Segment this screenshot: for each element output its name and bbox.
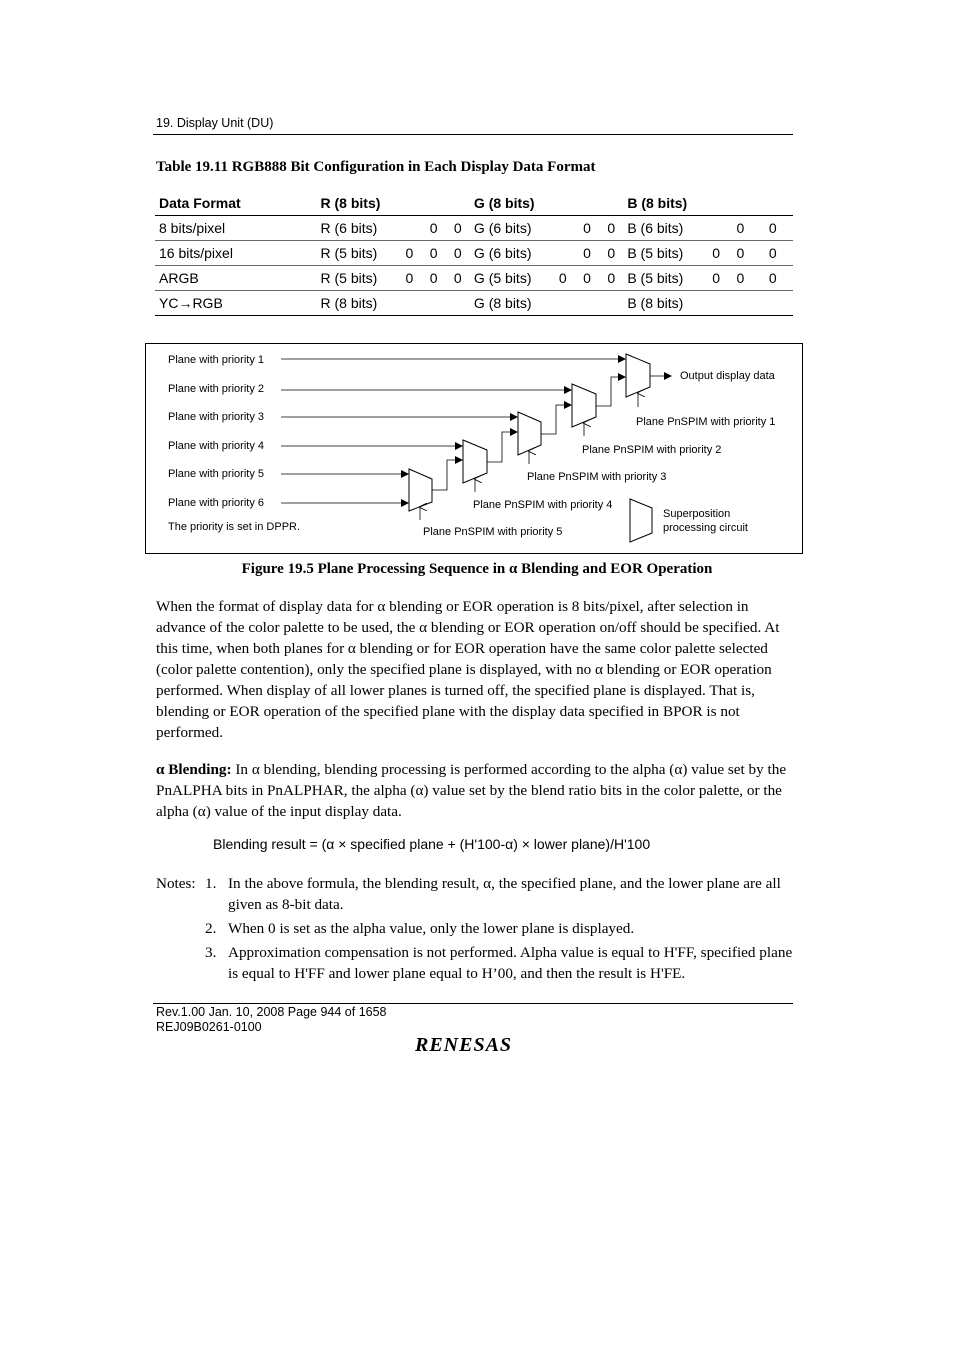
table-cell: R (6 bits) xyxy=(317,216,398,241)
table-cell: G (8 bits) xyxy=(470,291,551,316)
legend-circuit-symbol xyxy=(630,499,652,542)
legend-label-line2: processing circuit xyxy=(663,522,748,534)
table-bit-cell xyxy=(397,291,421,316)
table-bit-cell: 0 xyxy=(421,216,445,241)
table-bit-cell: 0 xyxy=(753,216,793,241)
table-bit-cell xyxy=(704,291,728,316)
chain-arrow-4-3 xyxy=(487,432,517,462)
table-cell: R (5 bits) xyxy=(317,241,398,266)
note-text: Approximation compensation is not performed. Alpha value is equal to H'FF, specified plane is equal to H'FF and lower plane equal to H’00, and then the result is H'FE. xyxy=(228,944,793,982)
table-bit-cell: 0 xyxy=(575,266,599,291)
table-cell: G (6 bits) xyxy=(470,216,551,241)
alpha-blending-label: α Blending: xyxy=(156,761,232,778)
table-caption: Table 19.11 RGB888 Bit Configuration in Each Display Data Format xyxy=(156,159,596,175)
table-bit-cell xyxy=(397,216,421,241)
table-bit-cell: 0 xyxy=(599,266,623,291)
chain-arrow-3-2 xyxy=(541,405,571,434)
table-bit-cell: 0 xyxy=(397,266,421,291)
note-number: 1. xyxy=(205,875,217,892)
table-bit-cell: 0 xyxy=(397,241,421,266)
table-cell: B (8 bits) xyxy=(623,291,704,316)
table-bit-cell: 0 xyxy=(446,216,470,241)
superposition-circuit-5 xyxy=(409,469,432,511)
table-bit-cell xyxy=(446,291,470,316)
table-bit-cell xyxy=(753,291,793,316)
body-paragraph-2 xyxy=(156,759,796,822)
table-bit-cell xyxy=(551,241,575,266)
table-row xyxy=(155,266,793,291)
input-label-priority-6: Plane with priority 6 xyxy=(168,497,264,509)
input-label-priority-2: Plane with priority 2 xyxy=(168,383,264,395)
pnspim-label-1: Plane PnSPIM with priority 1 xyxy=(636,416,776,428)
superposition-circuit-3 xyxy=(518,412,541,455)
table-cell: R (8 bits) xyxy=(317,291,398,316)
table-row xyxy=(155,291,793,316)
footer-rule xyxy=(153,1003,793,1004)
table-row xyxy=(155,216,793,241)
note-text: When 0 is set as the alpha value, only the lower plane is displayed. xyxy=(228,920,635,937)
note-text: In the above formula, the blending result, α, the specified plane, and the lower plane are all given as 8-bit data. xyxy=(228,875,781,913)
table-bit-cell xyxy=(575,291,599,316)
input-label-priority-1: Plane with priority 1 xyxy=(168,354,264,366)
table-header-cell: Data Format xyxy=(155,190,317,216)
table-header-cell: R (8 bits) xyxy=(317,190,470,216)
table-header-row xyxy=(155,190,793,216)
table-bit-cell xyxy=(599,291,623,316)
chain-arrow-2-1 xyxy=(596,377,625,406)
legend-label-line1: Superposition xyxy=(663,508,731,520)
footer-doc-number: REJ09B0261-0100 xyxy=(156,1020,262,1034)
header-rule xyxy=(153,134,793,135)
pnspim-label-4: Plane PnSPIM with priority 4 xyxy=(473,499,613,511)
table-cell: R (5 bits) xyxy=(317,266,398,291)
logo-text: RENESAS xyxy=(415,1034,513,1056)
plane-processing-figure xyxy=(145,343,803,554)
superposition-circuit-1 xyxy=(626,354,650,397)
table-cell: B (5 bits) xyxy=(623,266,704,291)
table-bit-cell: 0 xyxy=(575,216,599,241)
figure-caption: Figure 19.5 Plane Processing Sequence in α Blending and EOR Operation xyxy=(241,561,713,577)
chain-arrow-5-4 xyxy=(432,460,462,490)
table-bit-cell: 0 xyxy=(599,216,623,241)
table-bit-cell: 0 xyxy=(575,241,599,266)
output-label: Output display data xyxy=(680,370,775,382)
alpha-blending-text: In α blending, blending processing is performed according to the alpha (α) value set by the PnALPHA bits in PnALPHAR, the alpha (α) value set by the blend ratio bits in the color palette, or the alpha (α) value of the input display data. xyxy=(156,761,787,820)
priority-note: The priority is set in DPPR. xyxy=(168,521,301,533)
table-bit-cell: 0 xyxy=(753,266,793,291)
page-header: 19. Display Unit (DU) xyxy=(156,116,274,130)
table-bit-cell xyxy=(551,216,575,241)
table-cell: ARGB xyxy=(155,266,317,291)
renesas-logo xyxy=(413,1032,535,1063)
pnspim-label-3: Plane PnSPIM with priority 3 xyxy=(527,471,667,483)
body-paragraph-1: When the format of display data for α blending or EOR operation is 8 bits/pixel, after selection in advance of the color palette to be used, the α blending or EOR operation on/off should be specified. At this time, when both planes for α blending or for EOR operation have the same color palette selected (color palette contention), only the specified plane is displayed, with no α blending or EOR operation performed. When display of all lower planes is turned off, the specified plane is displayed. That is, blending or EOR operation of the specified plane with the display data specified in BPOR is not performed. xyxy=(156,598,780,741)
pnspim-label-2: Plane PnSPIM with priority 2 xyxy=(582,444,722,456)
footer-revision: Rev.1.00 Jan. 10, 2008 Page 944 of 1658 xyxy=(156,1005,387,1019)
table-bit-cell: 0 xyxy=(551,266,575,291)
table-cell: 16 bits/pixel xyxy=(155,241,317,266)
blending-formula: Blending result = (α × specified plane + (H'100-α) × lower plane)/H'100 xyxy=(213,836,651,852)
table-bit-cell xyxy=(551,291,575,316)
table-bit-cell: 0 xyxy=(599,241,623,266)
table-cell: 8 bits/pixel xyxy=(155,216,317,241)
table-bit-cell: 0 xyxy=(446,241,470,266)
bit-config-table xyxy=(155,190,793,316)
table-bit-cell: 0 xyxy=(704,266,728,291)
table-bit-cell: 0 xyxy=(446,266,470,291)
table-header-cell: G (8 bits) xyxy=(470,190,623,216)
pnspim-label-5: Plane PnSPIM with priority 5 xyxy=(423,526,563,538)
table-bit-cell: 0 xyxy=(728,216,752,241)
input-label-priority-3: Plane with priority 3 xyxy=(168,411,264,423)
table-bit-cell xyxy=(704,216,728,241)
input-label-priority-4: Plane with priority 4 xyxy=(168,440,264,452)
note-number: 3. xyxy=(205,944,217,961)
table-cell: B (5 bits) xyxy=(623,241,704,266)
table-bit-cell: 0 xyxy=(421,241,445,266)
table-bit-cell: 0 xyxy=(728,266,752,291)
table-bit-cell: 0 xyxy=(728,241,752,266)
table-bit-cell: 0 xyxy=(421,266,445,291)
table-row xyxy=(155,241,793,266)
table-cell: G (5 bits) xyxy=(470,266,551,291)
table-cell: G (6 bits) xyxy=(470,241,551,266)
table-bit-cell xyxy=(421,291,445,316)
input-label-priority-5: Plane with priority 5 xyxy=(168,468,264,480)
table-header-cell: B (8 bits) xyxy=(623,190,793,216)
table-bit-cell: 0 xyxy=(704,241,728,266)
table-cell: YC→RGB xyxy=(155,291,317,316)
notes-label: Notes: xyxy=(156,875,196,892)
table-bit-cell: 0 xyxy=(753,241,793,266)
superposition-circuit-4 xyxy=(463,440,487,483)
superposition-circuit-2 xyxy=(572,384,596,427)
table-cell: B (6 bits) xyxy=(623,216,704,241)
table-bit-cell xyxy=(728,291,752,316)
note-number: 2. xyxy=(205,920,217,937)
